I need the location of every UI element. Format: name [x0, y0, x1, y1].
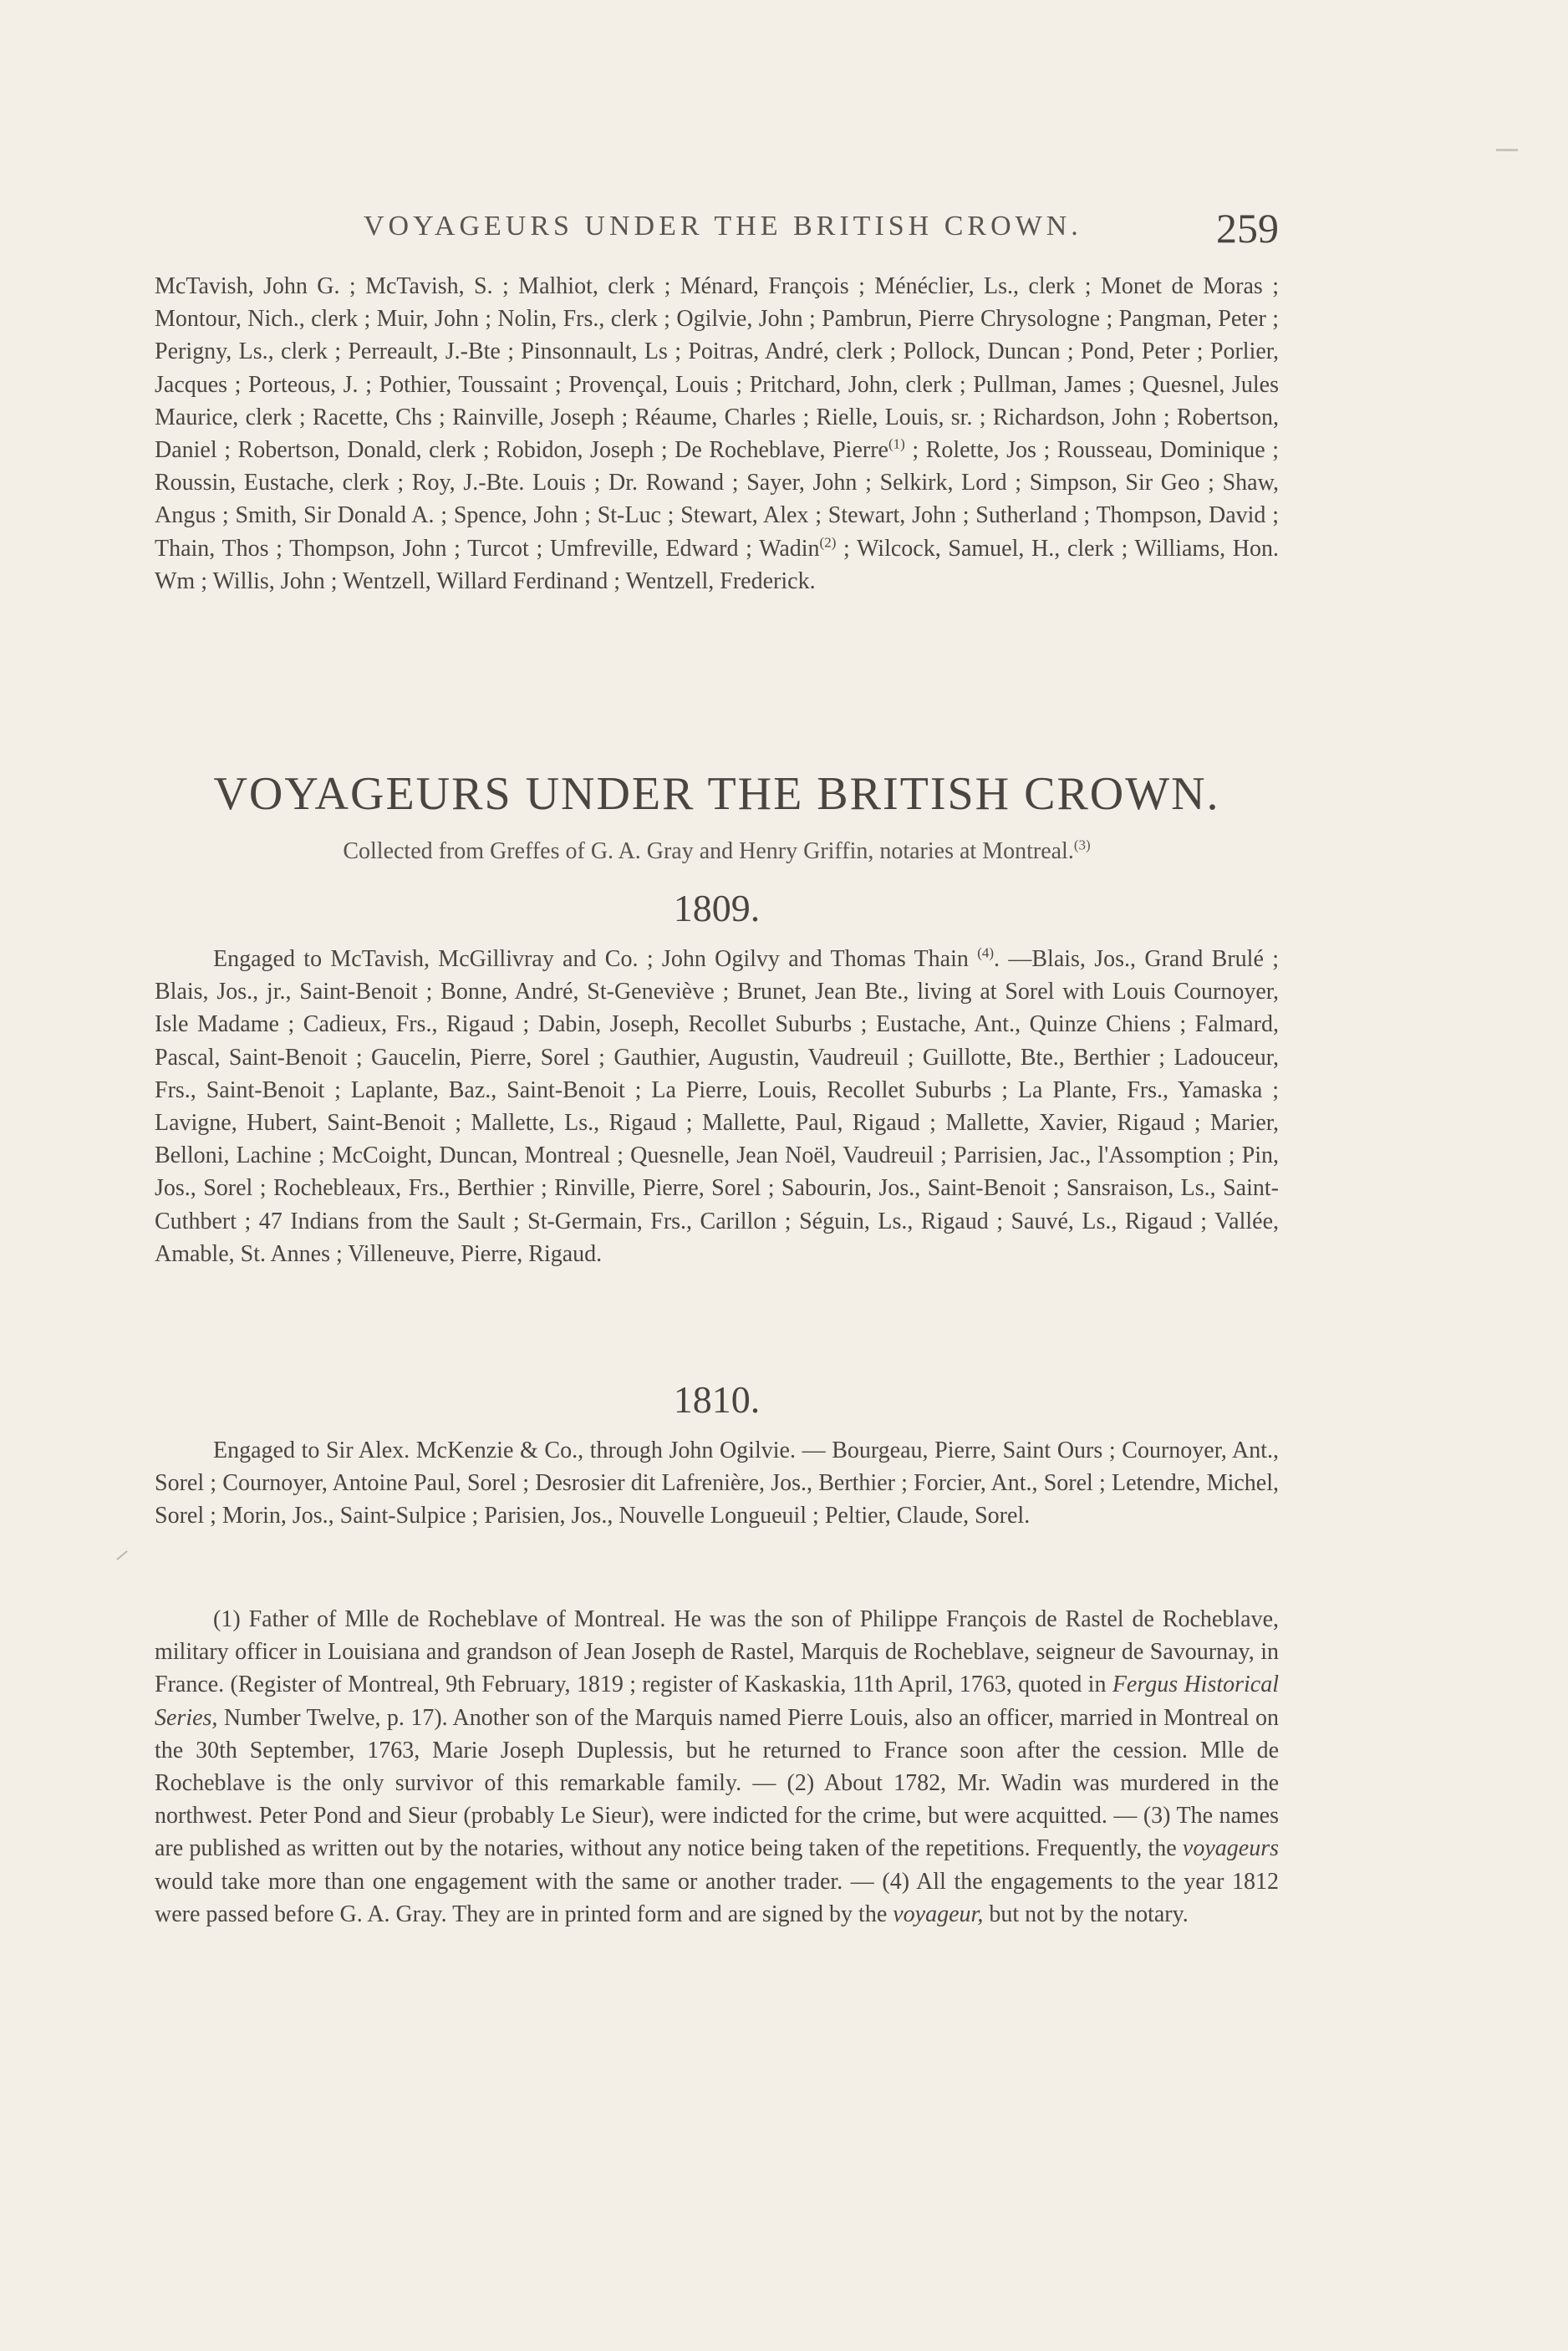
footnote-ref-3: (3)	[1073, 837, 1091, 853]
footnote-ref-4: (4)	[977, 944, 995, 961]
list-text-2: ; Rolette, Jos ; Rousseau, Dominique ; Roussin, Eustache, clerk ; Roy, J.-Bte. Louis ; Dr. Rowand ; Sayer, John ; Selkirk, Lord ; Simpson, Sir Geo ; Shaw, Angus ; Smith, Sir Donald A. ; Spence, John ; St-Luc ; Stewart, Alex ; Stewart, John ; Sutherland ; Thompson, David ; Thain, Thos ; Thompson, John ; Turcot ; Umfreville, Edward ; Wadin	[155, 437, 1279, 562]
section-subtitle	[155, 838, 1279, 865]
subtitle-text: Collected from Greffes of G. A. Gray and Henry Griffin, notaries at Montreal.	[343, 838, 1074, 864]
year-heading-1809: 1809.	[673, 887, 761, 929]
section-title: VOYAGEURS UNDER THE BRITISH CROWN.	[213, 768, 1220, 820]
entries-1809	[155, 943, 1279, 1270]
footnote-text-3: would take more than one engagement with the same or another trader. — (4) All the engagements to the year 1812 were passed before G. A. Gray. They are in printed form and are signed by the	[155, 1868, 1279, 1927]
entries-1809-text-a: Engaged to McTavish, McGillivray and Co. ; John Ogilvy and Thomas Thain	[213, 946, 978, 972]
footnote-text-4: but not by the notary.	[983, 1901, 1189, 1927]
footnote-text-1: (1) Father of Mlle de Rocheblave of Montreal. He was the son of Philippe François de Rastel de Rocheblave, military officer in Louisiana and grandson of Jean Joseph de Rastel, Marquis de Rocheblave, seigneur de Savournay, in France. (Register of Montreal, 9th February, 1819 ; register of Kaskaskia, 11th April, 1763, quoted in	[155, 1606, 1279, 1698]
footnote-italic-3: voyageur,	[893, 1901, 984, 1927]
running-head: VOYAGEURS UNDER THE BRITISH CROWN.	[364, 211, 1082, 242]
page-number: 259	[1216, 205, 1279, 252]
footnote-italic-1: Fergus Historical Series,	[155, 1672, 1280, 1731]
footnotes	[155, 1603, 1279, 1931]
footnote-text-2: Number Twelve, p. 17). Another son of the Marquis named Pierre Louis, also an officer, married in Montreal on the 30th September, 1763, Marie Joseph Duplessis, but he returned to France soon after the cession. Mlle de Rocheblave is the only survivor of this remarkable family. — (2) About 1782, Mr. Wadin was murdered in the northwest. Peter Pond and Sieur (probably Le Sieur), were indicted for the crime, but were acquitted. — (3) The names are published as written out by the notaries, without any notice being taken of the repetitions. Frequently, the	[155, 1704, 1279, 1862]
pencil-mark	[116, 1550, 128, 1560]
list-text-3: ; Wilcock, Samuel, H., clerk ; Williams, Hon. Wm ; Willis, John ; Wentzell, Willard Ferdinand ; Wentzell, Frederick.	[155, 535, 1279, 594]
entries-1810: Engaged to Sir Alex. McKenzie & Co., through John Ogilvie. — Bourgeau, Pierre, Saint Ours ; Cournoyer, Ant., Sorel ; Cournoyer, Antoine Paul, Sorel ; Desrosier dit Lafrenière, Jos., Berthier ; Forcier, Ant., Sorel ; Letendre, Michel, Sorel ; Morin, Jos., Saint-Sulpice ; Parisien, Jos., Nouvelle Longueuil ; Peltier, Claude, Sorel.	[155, 1438, 1279, 1529]
year-heading-1810: 1810.	[673, 1378, 761, 1421]
list-text-1: McTavish, John G. ; McTavish, S. ; Malhiot, clerk ; Ménard, François ; Ménéclier, Ls., clerk ; Monet de Moras ; Montour, Nich., clerk ; Muir, John ; Nolin, Frs., clerk ; Ogilvie, John ; Pambrun, Pierre Chrysologne ; Pangman, Peter ; Perigny, Ls., clerk ; Perreault, J.-Bte ; Pinsonnault, Ls ; Poitras, André, clerk ; Pollock, Duncan ; Pond, Peter ; Porlier, Jacques ; Porteous, J. ; Pothier, Toussaint ; Provençal, Louis ; Pritchard, John, clerk ; Pullman, James ; Quesnel, Jules Maurice, clerk ; Racette, Chs ; Rainville, Joseph ; Réaume, Charles ; Rielle, Louis, sr. ; Richardson, John ; Robertson, Daniel ; Robertson, Donald, clerk ; Robidon, Joseph ; De Rocheblave, Pierre	[155, 273, 1279, 464]
name-list-continuation	[155, 270, 1279, 598]
page-edge-mark	[1496, 149, 1518, 151]
entries-1809-text-b: . —Blais, Jos., Grand Brulé ; Blais, Jos., jr., Saint-Benoit ; Bonne, André, St-Geneviève ; Brunet, Jean Bte., living at Sorel with Louis Cournoyer, Isle Madame ; Cadieux, Frs., Rigaud ; Dabin, Joseph, Recollet Suburbs ; Eustache, Ant., Quinze Chiens ; Falmard, Pascal, Saint-Benoit ; Gaucelin, Pierre, Sorel ; Gauthier, Augustin, Vaudreuil ; Guillotte, Bte., Berthier ; Ladouceur, Frs., Saint-Benoit ; Laplante, Baz., Saint-Benoit ; La Pierre, Louis, Recollet Suburbs ; La Plante, Frs., Yamaska ; Lavigne, Hubert, Saint-Benoit ; Mallette, Ls., Rigaud ; Mallette, Paul, Rigaud ; Mallette, Xavier, Rigaud ; Marier, Belloni, Lachine ; McCoight, Duncan, Montreal ; Quesnelle, Jean Noël, Vaudreuil ; Parrisien, Jac., l'Assomption ; Pin, Jos., Sorel ; Rochebleaux, Frs., Berthier ; Rinville, Pierre, Sorel ; Sabourin, Jos., Saint-Benoit ; Sansraison, Ls., Saint-Cuthbert ; 47 Indians from the Sault ; St-Germain, Frs., Carillon ; Séguin, Ls., Rigaud ; Sauvé, Ls., Rigaud ; Vallée, Amable, St. Annes ; Villeneuve, Pierre, Rigaud.	[155, 946, 1279, 1267]
footnote-ref-2: (2)	[819, 534, 837, 551]
footnote-italic-2: voyageurs	[1182, 1835, 1279, 1862]
footnote-ref-1: (1)	[888, 435, 905, 452]
